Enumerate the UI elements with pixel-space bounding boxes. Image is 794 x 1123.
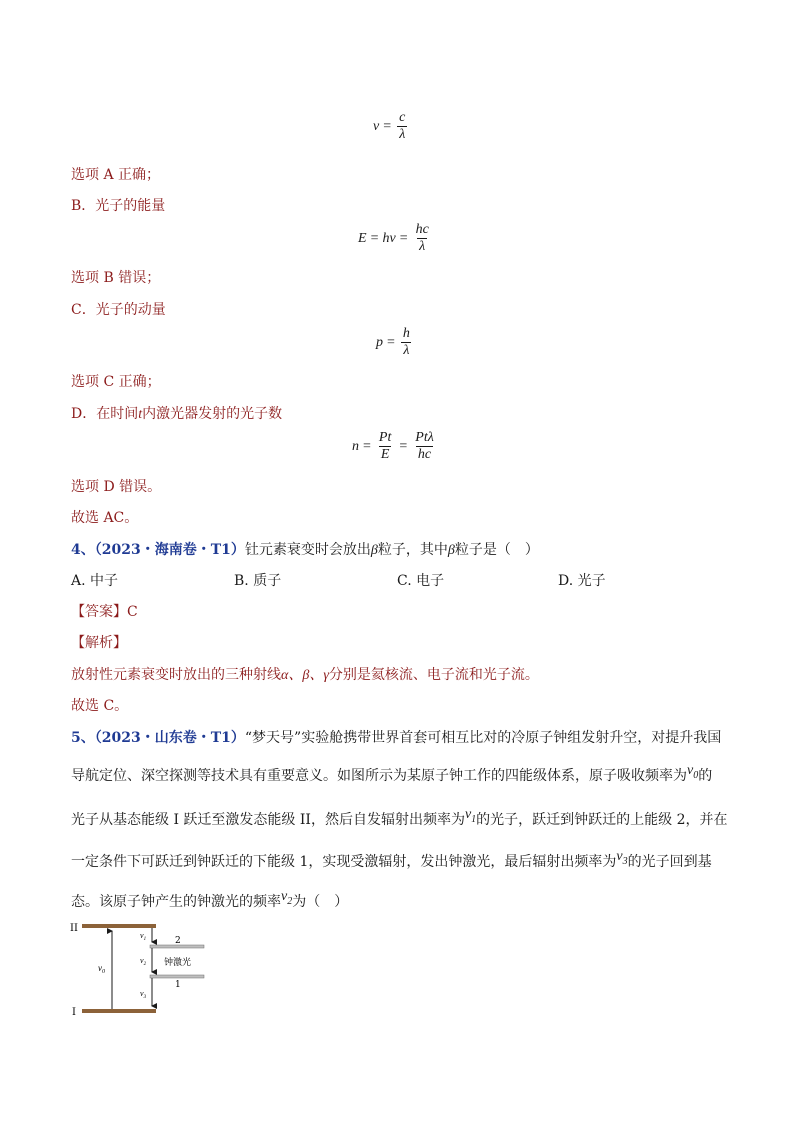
q4-option-b-text: 质子	[253, 573, 282, 589]
q4-option-c-label: C.	[397, 573, 412, 589]
q5-line-3	[71, 807, 728, 836]
label-v2: $\nu_2$	[140, 956, 147, 967]
q4-option-d-label: D.	[558, 573, 574, 589]
eq2-denominator: λ	[419, 239, 426, 254]
eq4-num1: Pt	[378, 430, 392, 445]
equation-photon-number: n = $\frac{Pt}{E}$ = $\frac{\text{Ptλ}}{hc}$	[352, 430, 434, 462]
eq1-denominator: λ	[399, 127, 406, 142]
eq3-fraction	[401, 326, 412, 359]
line-d-var: t	[138, 407, 143, 422]
label-v3: $\nu_3$	[140, 989, 147, 1000]
q4-number: 4、	[71, 542, 95, 558]
label-level-1: 1	[175, 980, 181, 990]
q4-option-a-label: A.	[71, 573, 86, 589]
q4-source: （2023・海南卷・T1）	[94, 542, 245, 558]
line-option-c: C．光子的动量	[71, 302, 166, 318]
q4-analysis-post: 分别是氦核流、电子流和光子流。	[328, 667, 539, 683]
level-1-line	[150, 975, 204, 978]
q4-answer: 【答案】C	[71, 604, 138, 620]
q4-option-b	[234, 571, 281, 591]
eq1-numerator: c	[399, 110, 406, 125]
eq1-lhs: ν	[373, 118, 380, 134]
line-option-a: 选项 A 正确；	[71, 167, 161, 183]
eq2-numerator: hc	[415, 222, 429, 237]
q4-beta-1: β	[370, 543, 378, 558]
label-level-i: I	[72, 1007, 76, 1018]
q5-line3-post: 的光子，跃迁到钟跃迁的上能级 2，并在	[476, 812, 728, 828]
eq3-numerator: h	[402, 326, 410, 341]
eq4-den1: E	[380, 447, 390, 462]
energy-level-diagram	[68, 920, 218, 1020]
q4-stem-post: 粒子是（ ）	[454, 542, 539, 558]
eq2-lhs: E	[358, 230, 367, 246]
line-option-d-result: 选项 D 错误。	[71, 479, 162, 495]
q4-stem-mid: 粒子，其中	[377, 542, 448, 558]
q4-option-a	[71, 571, 118, 591]
q4-option-d	[558, 571, 606, 591]
q5-line4-pre: 一定条件下可跃迁到钟跃迁的下能级 1，实现受激辐射，发出钟激光，最后辐射出频率为	[71, 854, 617, 870]
equation-energy: E = hν = $\frac{hc}{\lambda}$	[358, 222, 429, 254]
eq4-fraction-1	[377, 430, 393, 463]
label-level-2: 2	[175, 936, 181, 946]
q5-v2-sub: 2	[287, 895, 293, 907]
q5-v2: ν	[281, 889, 288, 904]
q4-analysis	[71, 665, 539, 686]
q4-analysis-title: 【解析】	[71, 635, 127, 651]
line-option-c-result: 选项 C 正确；	[71, 374, 161, 390]
q4-option-b-label: B.	[234, 573, 249, 589]
level-i-line	[82, 1009, 156, 1013]
label-level-ii: II	[70, 923, 78, 934]
q5-line4-post: 的光子回到基	[627, 854, 712, 870]
q5-v1: ν	[464, 807, 472, 822]
q4-stem	[71, 540, 539, 561]
q5-source: （2023・山东卷・T1）	[94, 730, 245, 746]
level-ii-line	[82, 924, 156, 928]
q4-beta-2: β	[447, 543, 455, 558]
q5-v3: ν	[616, 849, 623, 864]
q5-v0: ν	[687, 763, 694, 778]
q5-v0-sub: 0	[693, 769, 699, 781]
q4-option-a-text: 中子	[90, 573, 119, 589]
q5-line1-text: “梦天号”实验舱携带世界首套可相互比对的冷原子钟组发射升空，对提升我国	[244, 730, 722, 746]
eq3-lhs: p	[376, 334, 383, 350]
q5-line2-post: 的	[698, 768, 713, 784]
q3-conclusion: 故选 AC。	[71, 510, 139, 526]
q4-rays: α、β、γ	[281, 668, 329, 683]
eq4-fraction-2	[413, 430, 436, 463]
eq4-lhs: n	[352, 438, 359, 454]
line-d-post: 内激光器发射的光子数	[142, 406, 283, 422]
eq3-denominator: λ	[403, 343, 410, 358]
q5-line5-pre: 态。该原子钟产生的钟激光的频率	[71, 894, 281, 910]
q5-line-1	[71, 728, 721, 748]
q5-line-4	[71, 849, 712, 878]
q5-line3-pre: 光子从基态能级 I 跃迁至激发态能级 II，然后自发辐射出频率为	[71, 812, 465, 828]
q5-number: 5、	[71, 730, 95, 746]
line-d-pre: D．在时间	[71, 406, 139, 422]
q5-line2-pre: 导航定位、深空探测等技术具有重要意义。如图所示为某原子钟工作的四能级体系，原子吸收频率为	[71, 768, 687, 784]
q4-stem-pre: 钍元素衰变时会放出	[244, 542, 371, 558]
q5-line-2	[71, 763, 713, 792]
q4-conclusion: 故选 C。	[71, 698, 129, 714]
q4-analysis-pre: 放射性元素衰变时放出的三种射线	[71, 667, 281, 683]
label-v1: $\nu_1$	[140, 931, 147, 942]
q4-option-c	[397, 571, 444, 591]
q5-v3-sub: 3	[622, 855, 628, 867]
equation-momentum: p = $\frac{h}{\lambda}$	[376, 326, 410, 358]
eq4-num2: Ptλ	[415, 430, 434, 445]
eq1-fraction	[397, 110, 407, 143]
q4-option-d-text: 光子	[577, 573, 606, 589]
equation-frequency: ν = $\frac{c}{\lambda}$	[373, 110, 406, 142]
label-v0: $\nu_0$	[98, 963, 105, 975]
line-option-b-result: 选项 B 错误；	[71, 270, 161, 286]
q5-v1-sub: 1	[471, 813, 477, 825]
line-option-d	[71, 404, 282, 425]
q5-line-5	[71, 889, 349, 918]
line-option-b: B．光子的能量	[71, 198, 166, 214]
q4-option-c-text: 电子	[416, 573, 445, 589]
eq2-mid: hν	[382, 230, 396, 246]
eq4-den2: hc	[417, 447, 432, 462]
eq2-fraction	[414, 222, 431, 255]
label-laser: 钟激光	[164, 958, 192, 968]
q5-line5-post: 为（ ）	[292, 894, 349, 910]
